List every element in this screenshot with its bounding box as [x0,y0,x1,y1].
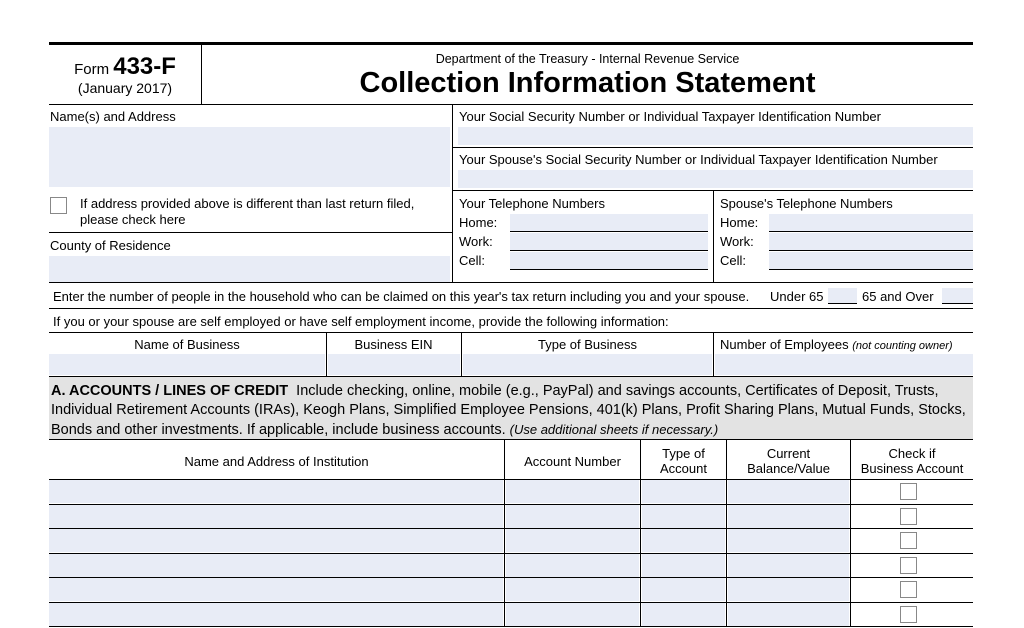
account-type-line2: Account [660,461,707,476]
form-number: 433-F [113,53,176,80]
spouse-cell-label: Cell: [720,253,747,268]
address-different-line1: If address provided above is different than last return filed, [80,196,415,211]
balance-header [727,446,850,476]
account-number-field[interactable] [506,578,639,601]
account-type-line1: Type of [662,446,705,461]
balance-field[interactable] [728,529,849,552]
balance-field[interactable] [728,505,849,528]
divider [640,439,641,626]
check-line1: Check if [888,446,936,461]
business-account-checkbox[interactable] [900,483,917,500]
business-type-header: Type of Business [538,337,637,352]
your-work-phone-field[interactable] [510,233,708,251]
spouse-cell-phone-field[interactable] [769,252,973,270]
divider [49,232,452,233]
your-cell-label: Cell: [459,253,486,268]
divider [49,439,973,440]
names-address-field[interactable] [49,127,450,187]
institution-field[interactable] [49,603,503,626]
ssn-label: Your Social Security Number or Individual Taxpayer Identification Number [459,109,881,124]
divider [326,332,327,376]
section-a-header [49,377,973,439]
account-type-field[interactable] [642,554,725,577]
over65-label: 65 and Over [862,289,934,304]
institution-field[interactable] [49,480,503,503]
business-type-field[interactable] [463,354,712,375]
form-id-box [49,45,202,104]
business-intro: If you or your spouse are self employed or have self employment income, provide the following information: [53,314,669,329]
divider [726,439,727,626]
ssn-field[interactable] [458,127,973,145]
account-type-field[interactable] [642,578,725,601]
account-type-header [641,446,726,476]
institution-field[interactable] [49,554,503,577]
spouse-work-phone-field[interactable] [769,233,973,251]
spouse-home-phone-field[interactable] [769,214,973,232]
employees-note: (not counting owner) [852,340,953,352]
account-number-field[interactable] [506,554,639,577]
form-date: (January 2017) [77,80,173,96]
divider [49,308,973,309]
form-number-line [49,53,201,81]
business-account-checkbox[interactable] [900,557,917,574]
taxpayer-block [49,104,973,283]
address-different-checkbox[interactable] [50,197,67,214]
business-name-field[interactable] [49,354,325,375]
address-different-label [80,196,414,228]
account-type-field[interactable] [642,603,725,626]
balance-line2: Balance/Value [747,461,830,476]
divider [49,282,973,283]
account-type-field[interactable] [642,529,725,552]
divider [49,626,973,627]
under65-label: Under 65 [770,289,824,304]
address-different-line2: please check here [80,212,186,227]
your-work-label: Work: [459,234,493,249]
section-a-text: Include checking, online, mobile (e.g., PayPal) and savings accounts, Certificates of Deposit, Trusts, Individual Retirement Accounts (IRAs), Keogh Plans, Simplified Employee Pensions, 401(k) Plans, Profit Sharing Plans, Mutual Funds, Stocks, Bonds and other investments. If applicable, include business accounts. [51,383,966,438]
business-ein-header: Business EIN [354,337,433,352]
balance-field[interactable] [728,480,849,503]
names-address-label: Name(s) and Address [50,109,176,124]
divider [504,439,505,626]
county-field[interactable] [49,256,450,282]
business-account-checkbox[interactable] [900,508,917,525]
check-line2: Business Account [860,461,964,476]
your-phone-label: Your Telephone Numbers [459,196,605,211]
divider [713,332,714,376]
divider [452,104,453,283]
title-box [202,45,973,104]
divider [461,332,462,376]
over65-field[interactable] [942,288,973,304]
account-number-field[interactable] [506,529,639,552]
form-prefix: Form [74,61,110,78]
your-home-phone-field[interactable] [510,214,708,232]
form-header [49,45,973,105]
divider [713,190,714,283]
business-employees-field[interactable] [715,354,973,375]
institution-header: Name and Address of Institution [184,454,369,469]
spouse-ssn-label: Your Spouse's Social Security Number or Individual Taxpayer Identification Number [459,152,938,167]
business-employees-header [720,337,953,352]
divider [452,147,973,148]
account-number-field[interactable] [506,603,639,626]
business-account-checkbox[interactable] [900,581,917,598]
divider [49,332,973,333]
business-ein-field[interactable] [328,354,460,375]
account-number-header: Account Number [524,454,621,469]
account-type-field[interactable] [642,480,725,503]
balance-line1: Current [766,446,811,461]
spouse-home-label: Home: [720,215,759,230]
employees-label: Number of Employees [720,337,849,352]
spouse-phone-label: Spouse's Telephone Numbers [720,196,893,211]
department-name: Department of the Treasury - Internal Revenue Service [435,52,740,66]
balance-field[interactable] [728,578,849,601]
household-text: Enter the number of people in the household who can be claimed on this year's tax return including you and your spouse. [53,289,750,304]
your-cell-phone-field[interactable] [510,252,708,270]
business-name-header: Name of Business [134,337,240,352]
county-label: County of Residence [50,238,171,253]
account-number-field[interactable] [506,480,639,503]
spouse-ssn-field[interactable] [458,170,973,188]
balance-field[interactable] [728,554,849,577]
form-433f [49,42,973,476]
account-type-field[interactable] [642,505,725,528]
business-account-checkbox[interactable] [900,532,917,549]
your-home-label: Home: [459,215,498,230]
form-title: Collection Information Statement [359,67,816,99]
section-a-note: (Use additional sheets if necessary.) [509,422,719,437]
under65-field[interactable] [828,288,857,304]
section-a-heading: A. ACCOUNTS / LINES OF CREDIT [51,383,289,399]
institution-field[interactable] [49,529,503,552]
institution-field[interactable] [49,505,503,528]
account-number-field[interactable] [506,505,639,528]
business-account-header [851,446,973,476]
balance-field[interactable] [728,603,849,626]
institution-field[interactable] [49,578,503,601]
divider [850,439,851,626]
spouse-work-label: Work: [720,234,754,249]
business-account-checkbox[interactable] [900,606,917,623]
